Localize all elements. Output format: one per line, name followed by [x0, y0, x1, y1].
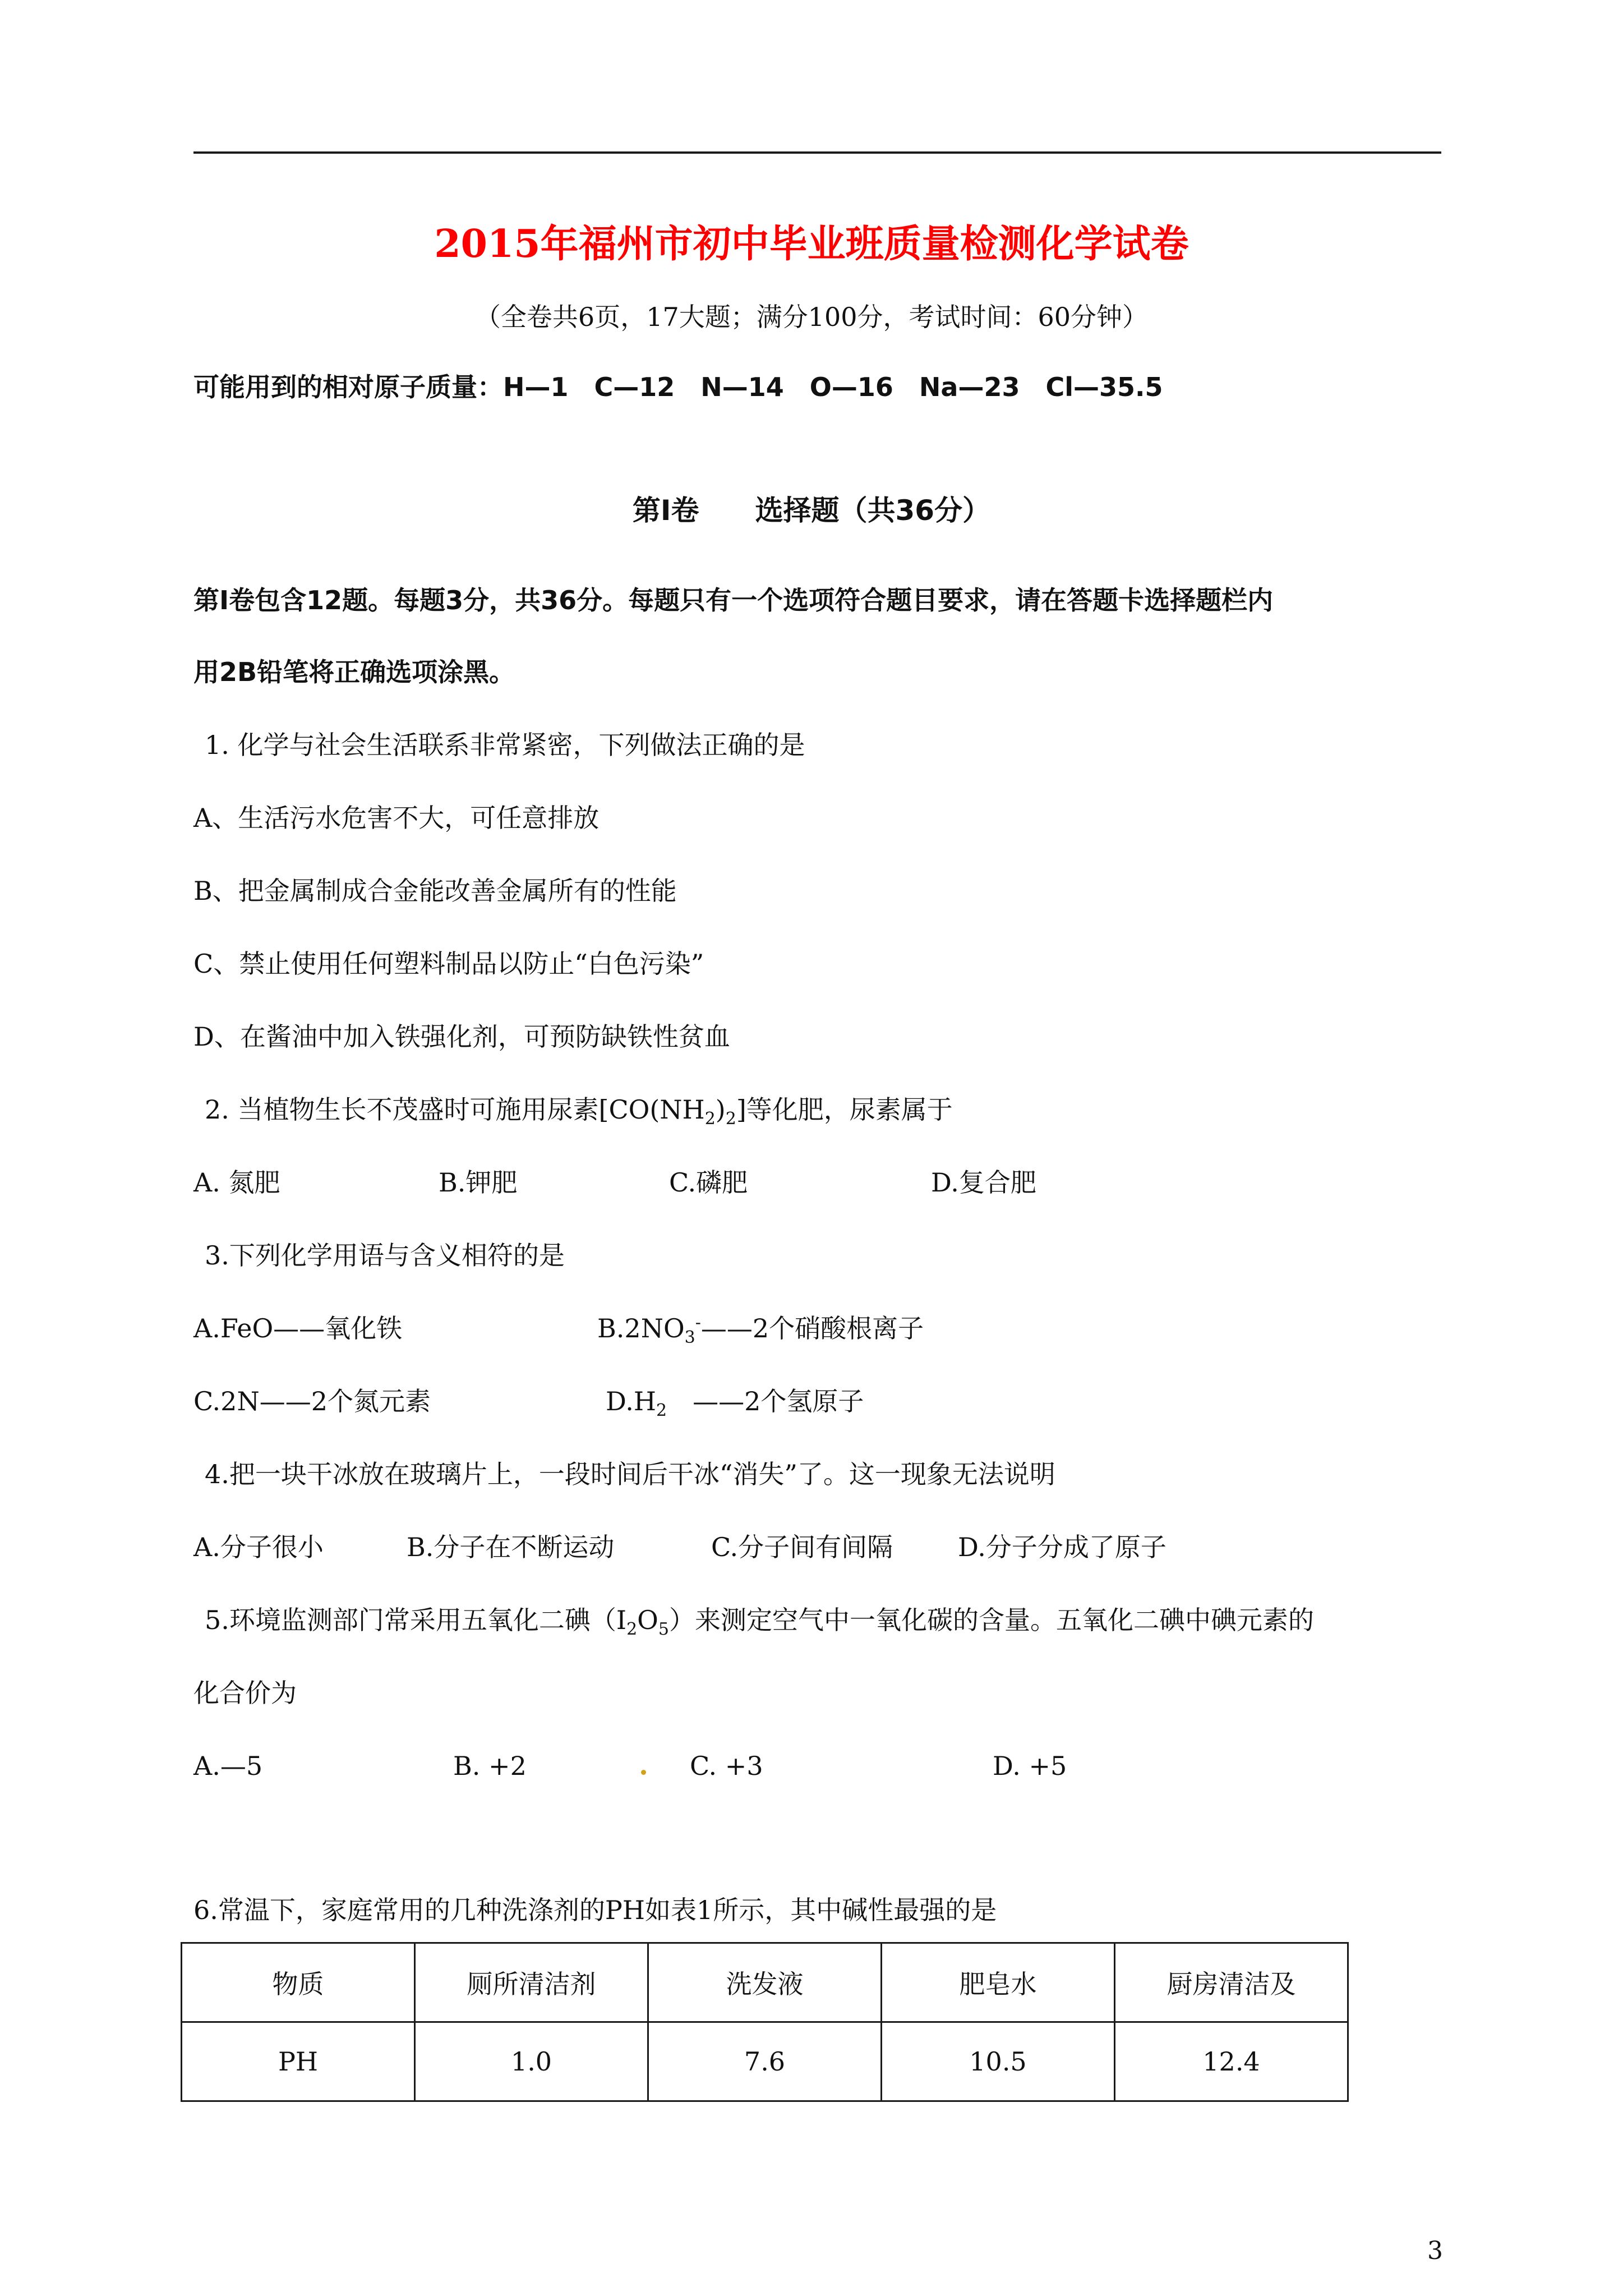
question-5-option-b: B. +2	[453, 1751, 527, 1781]
instructions-line-1: 第Ⅰ卷包含12题。每题3分，共36分。每题只有一个选项符合题目要求，请在答题卡选择题栏内	[193, 585, 1274, 615]
table-cell: 12.4	[1115, 2022, 1348, 2101]
question-5-stem	[205, 1603, 1314, 1640]
question-2-option-b: B.钾肥	[439, 1167, 518, 1198]
question-3-stem: 3.下列化学用语与含义相符的是	[205, 1240, 565, 1271]
question-3-option-a: A.FeO——氧化铁	[193, 1313, 403, 1343]
question-3-option-c: C.2N——2个氮元素	[193, 1386, 431, 1416]
question-4-option-b: B.分子在不断运动	[407, 1532, 615, 1562]
question-3-option-d-pre: D.H	[606, 1386, 656, 1416]
question-4-option-c: C.分子间有间隔	[711, 1532, 893, 1562]
table-cell: PH	[182, 2022, 415, 2101]
question-2-stem-sub: 2	[704, 1109, 716, 1129]
question-3-option-d	[606, 1384, 864, 1421]
question-5-option-c: C. +3	[690, 1751, 763, 1781]
question-5-stem-sub-2: 5	[658, 1619, 669, 1640]
question-5-option-d: D. +5	[993, 1751, 1067, 1781]
exam-title: 2015年福州市初中毕业班质量检测化学试卷	[434, 222, 1189, 266]
question-5-option-a: A.—5	[193, 1751, 263, 1781]
page-number: 3	[1427, 2237, 1443, 2265]
ph-table	[181, 1942, 1349, 2102]
question-5-stem-post: ）来测定空气中一氧化碳的含量。五氧化二碘中碘元素的	[668, 1605, 1314, 1635]
question-6-stem: 6.常温下，家庭常用的几种洗涤剂的PH如表1所示，其中碱性最强的是	[193, 1895, 997, 1925]
question-3-option-d-sub: 2	[656, 1401, 667, 1421]
table-cell: 厕所清洁剂	[415, 1943, 648, 2022]
atomic-masses: 可能用到的相对原子质量：H—1 C—12 N—14 O—16 Na—23 Cl—35.5	[193, 372, 1163, 402]
table-cell: 肥皂水	[882, 1943, 1115, 2022]
question-3-option-b	[597, 1312, 924, 1348]
question-3-option-b-pre: B.2NO	[597, 1313, 685, 1343]
question-2-stem-post: ]等化肥，尿素属于	[736, 1094, 953, 1125]
header-rule	[193, 151, 1441, 154]
question-5-stem-pre: 5.环境监测部门常采用五氧化二碘（I	[205, 1605, 627, 1635]
question-3-option-b-post: ——2个硝酸根离子	[700, 1313, 924, 1343]
question-2-stem-sub-2: 2	[725, 1109, 736, 1129]
table-header-row	[182, 1943, 1348, 2022]
stray-dot	[641, 1770, 646, 1775]
question-1-option-b: B、把金属制成合金能改善金属所有的性能	[193, 876, 677, 906]
exam-subtitle: （全卷共6页，17大题；满分100分，考试时间：60分钟）	[474, 302, 1149, 332]
question-5-stem-mid: O	[637, 1605, 658, 1635]
question-5-stem-line-2: 化合价为	[193, 1678, 297, 1708]
question-2-option-c: C.磷肥	[669, 1167, 748, 1198]
table-row	[182, 2022, 1348, 2101]
question-1-option-d: D、在酱油中加入铁强化剂，可预防缺铁性贫血	[193, 1022, 730, 1052]
question-5-stem-sub-1: 2	[626, 1619, 638, 1640]
question-2-stem-mid: )	[715, 1094, 726, 1125]
question-3-option-b-sub: 3	[684, 1328, 695, 1348]
question-2-option-d: D.复合肥	[931, 1167, 1036, 1198]
question-4-stem: 4.把一块干冰放在玻璃片上，一段时间后干冰“消失”了。这一现象无法说明	[205, 1459, 1055, 1489]
question-2-stem-pre: 2. 当植物生长不茂盛时可施用尿素[CO(NH	[205, 1094, 705, 1125]
question-4-option-a: A.分子很小	[193, 1532, 324, 1562]
question-1-option-a: A、生活污水危害不大，可任意排放	[193, 803, 600, 833]
question-2-stem	[205, 1093, 953, 1129]
question-1-option-c: C、禁止使用任何塑料制品以防止“白色污染”	[193, 949, 704, 979]
table-cell: 1.0	[415, 2022, 648, 2101]
instructions-line-2: 用2B铅笔将正确选项涂黑。	[193, 657, 515, 687]
table-cell: 物质	[182, 1943, 415, 2022]
table-cell: 7.6	[648, 2022, 882, 2101]
table-cell: 10.5	[882, 2022, 1115, 2101]
question-1-stem: 1. 化学与社会生活联系非常紧密，下列做法正确的是	[205, 730, 805, 760]
question-2-option-a: A. 氮肥	[193, 1167, 280, 1198]
table-cell: 洗发液	[648, 1943, 882, 2022]
table-cell: 厨房清洁及	[1115, 1943, 1348, 2022]
question-5-dot	[641, 1749, 646, 1783]
question-3-option-b-sup: -	[695, 1313, 701, 1333]
section-title: 第Ⅰ卷 选择题（共36分）	[632, 494, 991, 527]
question-3-option-d-post: ——2个氢原子	[667, 1386, 864, 1416]
question-4-option-d: D.分子分成了原子	[958, 1532, 1166, 1562]
